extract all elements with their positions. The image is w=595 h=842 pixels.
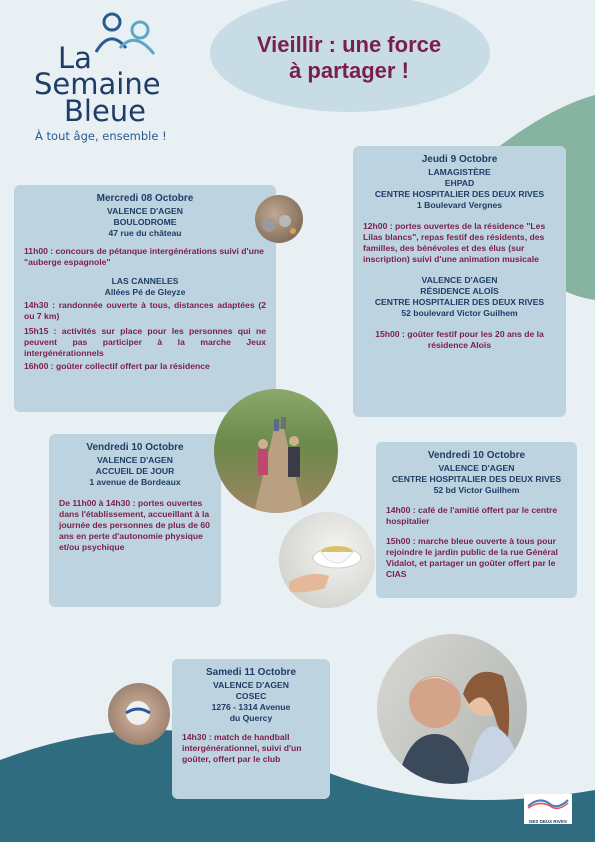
coffee-cup-photo	[279, 512, 375, 608]
logo-figures-icon	[90, 8, 170, 62]
event-item: 12h00 : portes ouvertes de la résidence "Les Lilas blancs", repas festif des résidents, des familles, des bénévoles et des élus (sur inscription) suivi d'une animation musicale	[363, 220, 546, 264]
event-city: VALENCE D'AGEN	[421, 274, 498, 285]
hospital-logo	[524, 794, 572, 824]
event-item: 14h30 : match de handball intergénérationnel, suivi d'un goûter, offert par le club	[182, 731, 302, 764]
event-card-friday-2	[376, 442, 577, 598]
event-card-wednesday	[14, 185, 276, 412]
event-org: CENTRE HOSPITALIER DES DEUX RIVES	[374, 188, 545, 199]
event-item: 15h15 : activités sur place pour les personnes qui ne peuvent pas participer à la marche Jeux intergénérationnels	[24, 325, 266, 358]
event-city: VALENCE D'AGEN	[107, 205, 183, 216]
logo-line-3: Bleue	[64, 94, 147, 128]
event-city: VALENCE D'AGEN	[438, 462, 515, 473]
logo-line-2: Semaine	[34, 67, 161, 101]
waves-icon	[524, 794, 572, 812]
event-org: CENTRE HOSPITALIER DES DEUX RIVES	[391, 473, 562, 484]
event-address: 52 bd Victor Guilhem	[433, 484, 520, 495]
event-address: Allées Pé de Gleyze	[104, 286, 186, 297]
event-org: CENTRE HOSPITALIER DES DEUX RIVES	[374, 296, 545, 307]
event-date: Vendredi 10 Octobre	[86, 442, 184, 453]
event-item: 14h30 : randonnée ouverte à tous, distances adaptées (2 ou 7 km)	[24, 299, 266, 321]
event-item: 16h00 : goûter collectif offert par la résidence	[24, 360, 210, 371]
event-city: VALENCE D'AGEN	[213, 679, 289, 690]
event-card-saturday	[172, 659, 330, 799]
event-place: COSEC	[235, 690, 267, 701]
event-place: LAS CANNELES	[111, 275, 179, 286]
event-address: du Quercy	[229, 712, 273, 723]
event-item: 11h00 : concours de pétanque intergénérations suivi d'une "auberge espagnole"	[24, 245, 264, 267]
handball-photo	[108, 683, 170, 745]
event-address: 52 boulevard Victor Guilhem	[401, 307, 518, 318]
hiking-photo	[214, 389, 338, 513]
event-place: ACCUEIL DE JOUR	[95, 465, 175, 476]
event-date: Samedi 11 Octobre	[205, 667, 297, 678]
event-item: 15h00 : marche bleue ouverte à tous pour rejoindre le jardin public de la rue Général Vidalot, et partager un goûter offert par le CIAS	[386, 535, 558, 579]
event-item: De 11h00 à 14h30 : portes ouvertes dans l'établissement, accueillant à la journée des personnes de plus de 60 ans en perte d'autonomie physique et/ou psychique	[59, 497, 210, 552]
event-place: BOULODROME	[113, 216, 177, 227]
event-card-thursday	[353, 146, 566, 417]
event-place: RÉSIDENCE ALOÏS	[420, 285, 499, 296]
event-address: 1276 - 1314 Avenue	[211, 701, 291, 712]
event-address: 47 rue du château	[108, 227, 182, 238]
event-item: 15h00 : goûter festif pour les 20 ans de la résidence Aloïs	[375, 328, 544, 350]
seniors-photo	[377, 634, 527, 784]
event-date: Vendredi 10 Octobre	[427, 450, 526, 461]
logo-line-1: La	[58, 41, 92, 75]
event-address: 1 Boulevard Vergnes	[416, 199, 503, 210]
hospital-logo-text: DES DEUX RIVES	[529, 819, 567, 824]
logo-tagline: À tout âge, ensemble !	[35, 129, 167, 143]
event-item: 14h00 : café de l'amitié offert par le centre hospitalier	[386, 504, 558, 526]
event-date: Jeudi 9 Octobre	[421, 154, 498, 165]
event-address: 1 avenue de Bordeaux	[89, 476, 181, 487]
event-card-friday-1	[49, 434, 221, 607]
event-date: Mercredi 08 Octobre	[96, 193, 194, 204]
page-title: Vieillir : une force à partager !	[256, 32, 442, 83]
event-city: VALENCE D'AGEN	[97, 454, 173, 465]
petanque-photo	[255, 195, 303, 243]
event-place: EHPAD	[444, 177, 475, 188]
event-city: LAMAGISTÈRE	[428, 166, 491, 177]
